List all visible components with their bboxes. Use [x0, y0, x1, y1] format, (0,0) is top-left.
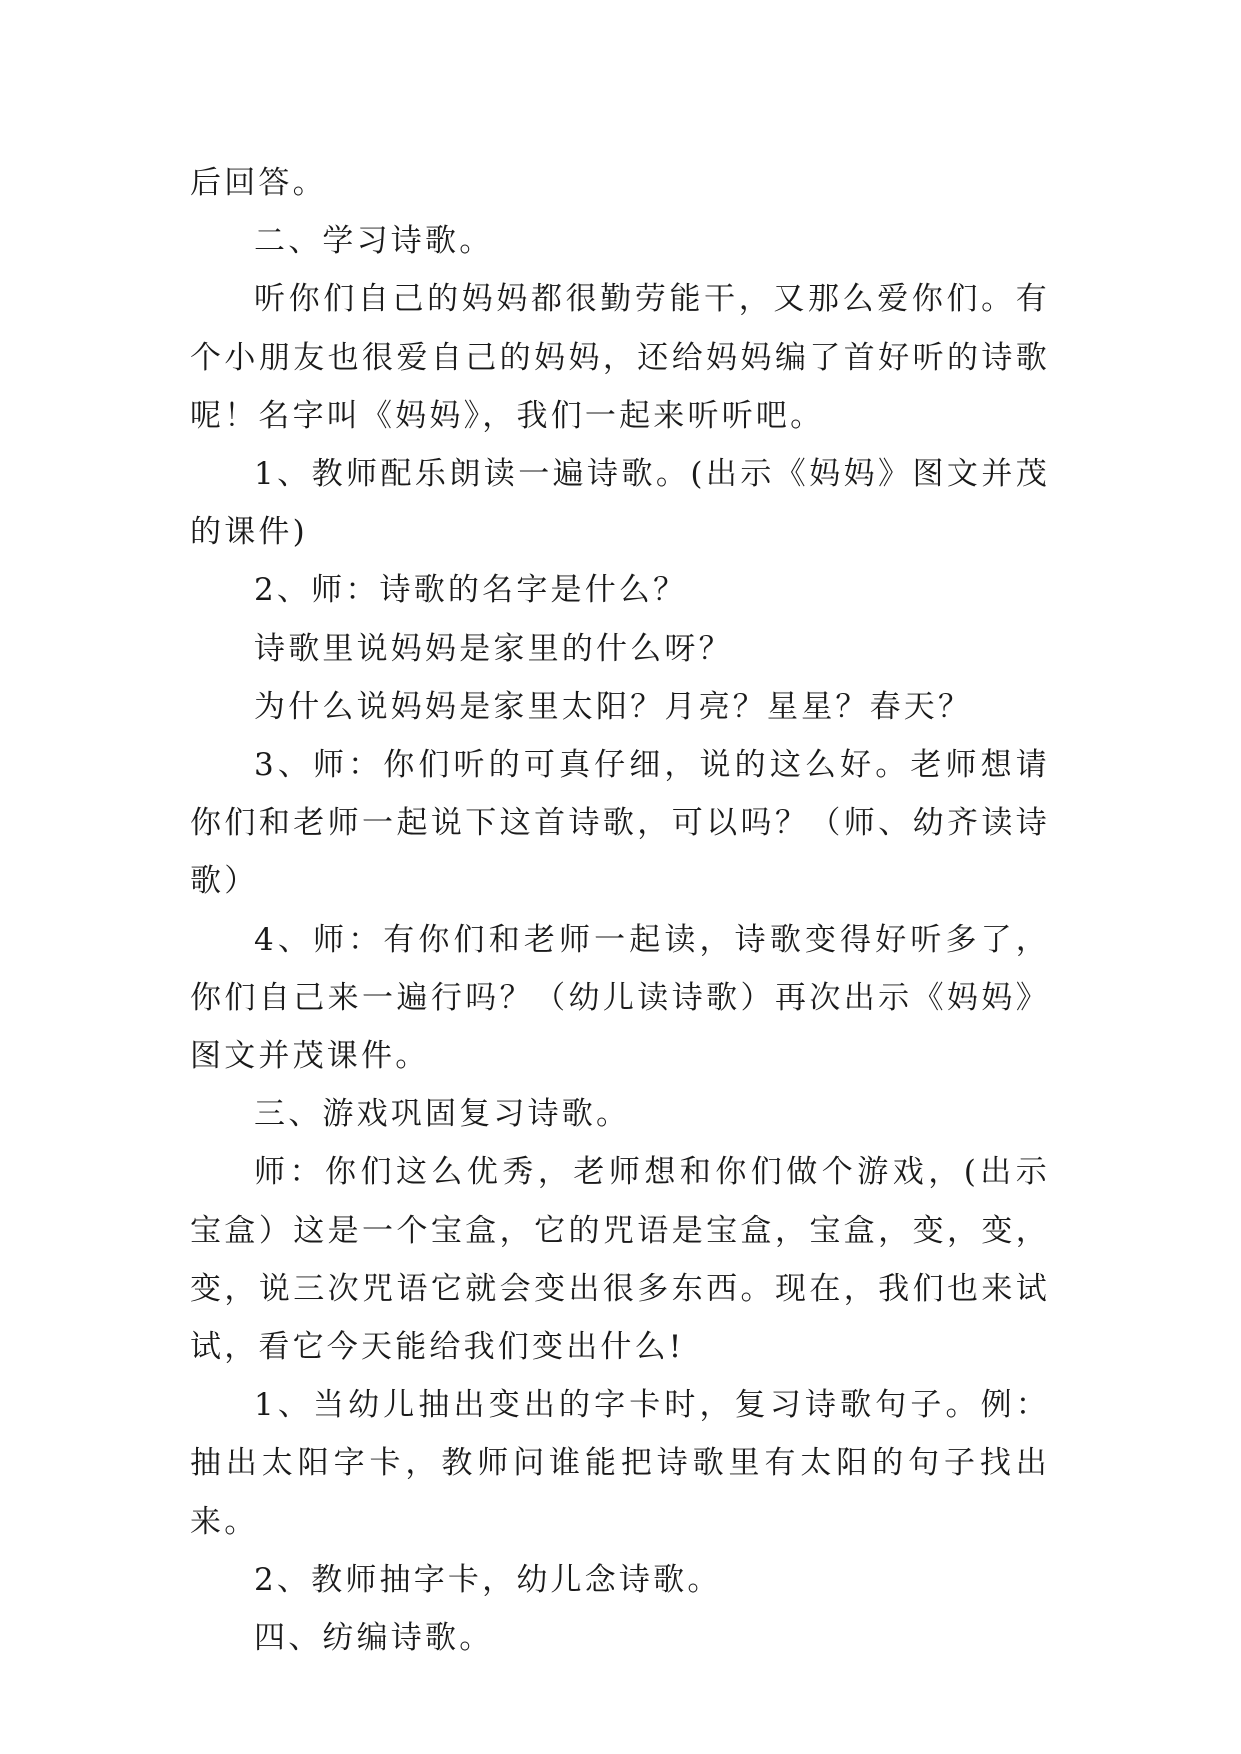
section-heading-game: 三、游戏巩固复习诗歌。	[254, 1096, 631, 1133]
paragraph-intro: 听你们自己的妈妈都很勤劳能干，又那么爱你们。有个小朋友也很爱自己的妈妈，还给妈妈编了首好听的诗歌呢！名字叫《妈妈》，我们一起来听听吧。	[190, 281, 1050, 434]
paragraph-question-1: 诗歌里说妈妈是家里的什么呀？	[254, 630, 733, 667]
section-heading-learn-poem: 二、学习诗歌。	[254, 223, 494, 260]
paragraph-game-intro: 师：你们这么优秀，老师想和你们做个游戏，(出示宝盒）这是一个宝盒，它的咒语是宝盒，宝盒，变，变，变，说三次咒语它就会变出很多东西。现在，我们也来试试，看它今天能给我们变出什么!	[190, 1154, 1050, 1366]
paragraph-step-2: 2、师：诗歌的名字是什么？	[254, 572, 688, 609]
paragraph-step-3: 3、师：你们听的可真仔细，说的这么好。老师想请你们和老师一起说下这首诗歌，可以吗？（师、幼齐读诗歌）	[190, 747, 1050, 900]
paragraph-game-step-1: 1、当幼儿抽出变出的字卡时，复习诗歌句子。例：抽出太阳字卡，教师问谁能把诗歌里有太阳的句子找出来。	[190, 1387, 1050, 1540]
paragraph-game-step-2: 2、教师抽字卡，幼儿念诗歌。	[254, 1561, 722, 1598]
paragraph-step-4: 4、师：有你们和老师一起读，诗歌变得好听多了，你们自己来一遍行吗？（幼儿读诗歌）再次出示《妈妈》图文并茂课件。	[190, 921, 1050, 1075]
document-body	[190, 154, 1050, 1667]
paragraph-continuation: 后回答。	[190, 165, 327, 201]
paragraph-question-2: 为什么说妈妈是家里太阳？月亮？星星？春天？	[254, 688, 973, 725]
section-heading-compose: 四、纺编诗歌。	[254, 1620, 494, 1657]
paragraph-step-1: 1、教师配乐朗读一遍诗歌。(出示《妈妈》图文并茂的课件)	[190, 456, 1050, 551]
